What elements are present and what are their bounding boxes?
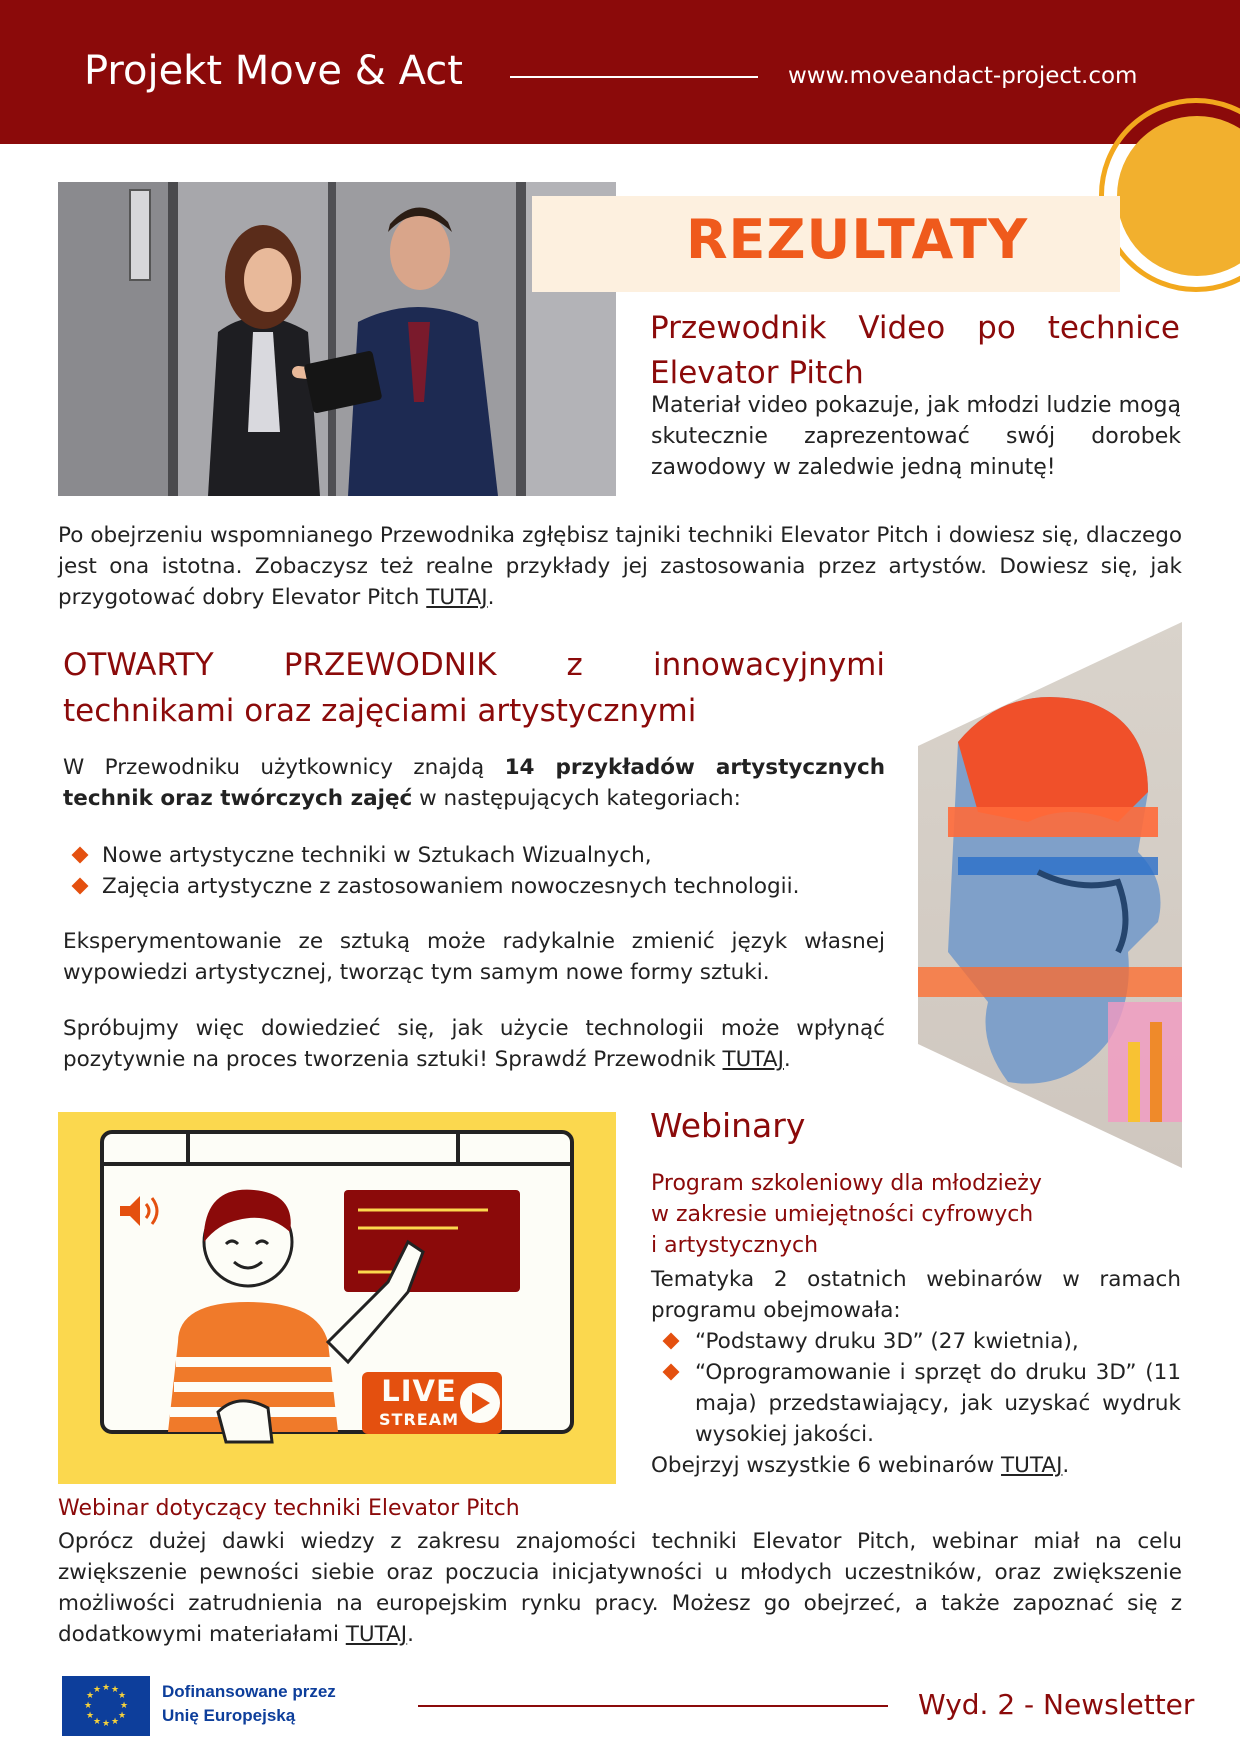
heading-word: PRZEWODNIK <box>283 647 497 683</box>
video-guide-body-text: Po obejrzeniu wspomnianego Przewodnika zgłębisz tajniki techniki Elevator Pitch i dowiesz się, dlaczego jest ona istotna. Zobaczysz też realne przykłady jej zastosowania przez artystów. Dowiesz się, jak przygotować dobry Elevator Pitch <box>58 523 1182 610</box>
open-guide-intro-end: w następujących kategoriach: <box>412 786 741 811</box>
svg-text:★: ★ <box>119 1701 129 1711</box>
svg-text:★: ★ <box>110 1685 120 1695</box>
webinars-subheading <box>651 1168 1171 1261</box>
diamond-bullet-icon <box>663 1364 680 1381</box>
category-list <box>70 840 890 902</box>
svg-text:★: ★ <box>101 1719 111 1729</box>
webinars-body <box>651 1264 1181 1481</box>
stream-badge-label: STREAM <box>379 1410 459 1429</box>
open-guide-paragraph3 <box>63 1013 885 1075</box>
webinars-subheading-line: Program szkoleniowy dla młodzieży <box>651 1171 1042 1196</box>
webinars-watch-text: Obejrzyj wszystkie 6 webinarów <box>651 1453 1002 1478</box>
list-item-text: “Oprogramowanie i sprzęt do druku 3D” (11 maja) przedstawiający, jak uzyskać wydruk wysokiej jakości. <box>695 1360 1181 1447</box>
open-guide-intro-bold: 14 przykładów artystycznych technik oraz twórczych zajęć <box>63 755 886 811</box>
brand-title: Projekt Move & Act <box>84 48 463 94</box>
open-guide-heading <box>63 642 885 734</box>
svg-text:★: ★ <box>110 1717 120 1727</box>
diamond-bullet-icon <box>72 847 89 864</box>
elevator-webinar-end: . <box>407 1622 414 1647</box>
list-item-text: Nowe artystyczne techniki w Sztukach Wizualnych, <box>102 843 652 868</box>
elevator-webinar-body <box>58 1526 1182 1650</box>
elevator-webinar-link[interactable]: TUTAJ <box>345 1622 408 1647</box>
video-guide-body <box>58 520 1182 613</box>
svg-text:★: ★ <box>101 1683 111 1693</box>
heading-word: z <box>566 647 583 683</box>
open-guide-link[interactable]: TUTAJ <box>722 1047 784 1072</box>
webinars-subheading-line: w zakresie umiejętności cyfrowych <box>651 1202 1034 1227</box>
eu-funding-label <box>162 1680 336 1728</box>
video-guide-link[interactable]: TUTAJ <box>426 585 488 610</box>
list-item-text: Zajęcia artystyczne z zastosowaniem nowoczesnych technologii. <box>102 874 800 899</box>
eu-flag-icon <box>62 1676 150 1736</box>
open-guide-paragraph3-end: . <box>783 1047 791 1072</box>
header-divider <box>510 76 758 78</box>
glitch-statue-artwork <box>918 622 1182 1168</box>
results-title: REZULTATY <box>685 208 1029 271</box>
list-item <box>651 1357 1181 1450</box>
webinars-heading: Webinary <box>650 1106 806 1145</box>
heading-word: innowacyjnymi <box>652 647 885 683</box>
live-stream-illustration <box>58 1112 616 1484</box>
eu-funding-line2: Unię Europejską <box>162 1706 296 1725</box>
svg-text:★: ★ <box>92 1717 102 1727</box>
svg-text:★: ★ <box>83 1701 93 1711</box>
open-guide-paragraph3-text: Spróbujmy więc dowiedzieć się, jak użycie technologii może wpłynąć pozytywnie na proces tworzenia sztuki! Sprawdź Przewodnik <box>63 1016 885 1072</box>
open-guide-paragraph2: Eksperymentowanie ze sztuką może radykalnie zmienić język własnej wypowiedzi artystycznej, tworząc tym samym nowe formy sztuki. <box>63 929 885 985</box>
list-item-text: “Podstawy druku 3D” (27 kwietnia), <box>695 1329 1079 1354</box>
live-badge-label: LIVE <box>381 1374 457 1408</box>
elevator-webinar-text: Oprócz dużej dawki wiedzy z zakresu znajomości techniki Elevator Pitch, webinar miał na celu zwiększenie pewności siebie oraz poczucia inicjatywności u młodych uczestników, oraz zwiększenie możliwości zatrudnienia na europejskim rynku pracy. Możesz go obejrzeć, a także zapoznać się z dodatkowymi materiałami <box>58 1529 1182 1647</box>
eu-funding-line1: Dofinansowane przez <box>162 1682 336 1701</box>
svg-text:★: ★ <box>92 1685 102 1695</box>
video-guide-body-end: . <box>487 585 495 610</box>
webinars-watch <box>651 1450 1181 1481</box>
edition-label: Wyd. 2 - Newsletter <box>918 1688 1195 1721</box>
open-guide-intro-start: W Przewodniku użytkownicy znajdą <box>63 755 505 780</box>
diamond-bullet-icon <box>72 878 89 895</box>
svg-text:★: ★ <box>117 1711 127 1721</box>
open-guide-heading-line1 <box>63 642 885 688</box>
webinars-link[interactable]: TUTAJ <box>1001 1453 1063 1478</box>
svg-text:★: ★ <box>85 1711 95 1721</box>
website-url[interactable]: www.moveandact-project.com <box>788 63 1138 89</box>
webinars-watch-end: . <box>1062 1453 1070 1478</box>
list-item <box>70 871 890 902</box>
svg-text:★: ★ <box>85 1691 95 1701</box>
heading-word: OTWARTY <box>63 647 214 683</box>
open-guide-intro <box>63 752 885 814</box>
elevator-webinar-title: Webinar dotyczący techniki Elevator Pitch <box>58 1496 520 1521</box>
video-guide-intro: Materiał video pokazuje, jak młodzi ludzie mogą skutecznie zaprezentować swój dorobek zawodowy w zaledwie jedną minutę! <box>651 393 1181 480</box>
list-item <box>70 840 890 871</box>
video-guide-heading: Przewodnik Video po technice Elevator Pitch <box>650 310 1180 391</box>
webinars-subheading-line: i artystycznych <box>651 1233 819 1258</box>
footer-divider <box>418 1705 888 1707</box>
diamond-bullet-icon <box>663 1333 680 1350</box>
webinars-intro: Tematyka 2 ostatnich webinarów w ramach programu obejmowała: <box>651 1267 1181 1323</box>
open-guide-heading-line2: technikami oraz zajęciami artystycznymi <box>63 693 697 729</box>
svg-text:★: ★ <box>117 1691 127 1701</box>
list-item <box>651 1326 1181 1357</box>
